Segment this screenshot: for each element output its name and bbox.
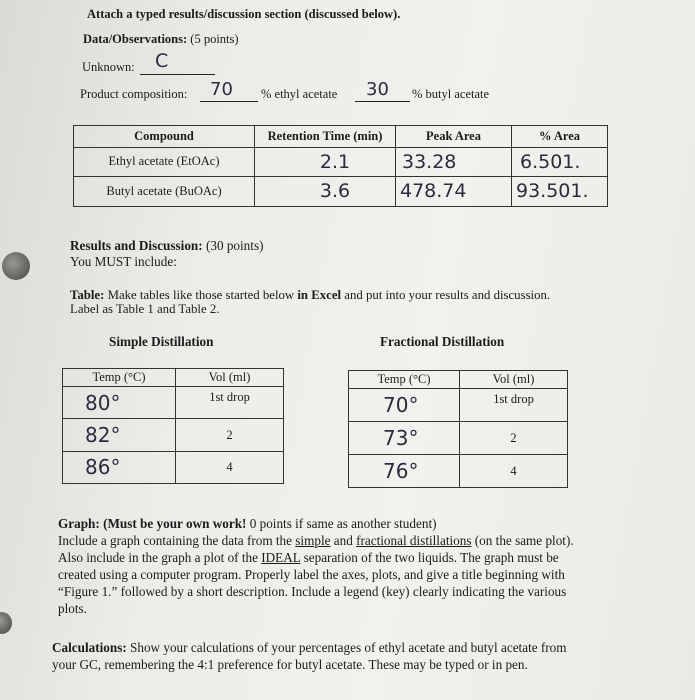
fractional-cell-vol: 2	[460, 422, 568, 455]
gc-cell-peak-area: 478.74	[396, 176, 512, 206]
butyl-label: % butyl acetate	[412, 87, 490, 101]
gc-cell-percent-area: 93.501.	[512, 176, 608, 206]
fractional-row	[349, 422, 568, 455]
simple-row	[63, 419, 284, 451]
gc-row-butyl	[74, 176, 608, 206]
ethyl-value: 70	[210, 79, 233, 100]
calculations-line-1	[52, 639, 567, 656]
product-composition-label: Product composition:	[80, 87, 188, 101]
graph-line-1b: (on the same plot).	[474, 533, 574, 548]
butyl-value: 30	[366, 79, 389, 100]
graph-bold-note: (Must be your own work!	[103, 516, 247, 531]
simple-distillation-table	[62, 368, 284, 484]
graph-heading	[58, 515, 437, 532]
graph-line-1a: Include a graph containing the data from the	[58, 533, 292, 548]
graph-line-2b: separation of the two liquids. The graph must be	[303, 550, 559, 565]
results-heading	[70, 237, 263, 254]
graph-line-3: created using a computer program. Properly label the axes, plots, and give a title beginning with	[58, 567, 565, 582]
table-label-instruction: Label as Table 1 and Table 2.	[70, 302, 220, 316]
fractional-cell-temp: 76°	[349, 455, 460, 488]
calculations-label: Calculations:	[52, 640, 127, 655]
gc-results-table	[73, 125, 608, 207]
table-text-excel: in Excel	[297, 288, 342, 302]
graph-line-5: plots.	[58, 601, 87, 616]
graph-line-2	[58, 549, 559, 566]
data-observations-points: (5 points)	[190, 32, 239, 46]
fractional-header-row	[349, 371, 568, 389]
attach-instruction: Attach a typed results/discussion section (discussed below).	[87, 7, 401, 21]
gc-header-compound: Compound	[74, 126, 255, 148]
gc-row-ethyl	[74, 148, 608, 176]
gc-cell-percent-area: 6.501.	[512, 148, 608, 176]
gc-cell-peak-area: 33.28	[396, 148, 512, 176]
graph-line-2a: Also include in the graph a plot of the	[58, 550, 258, 565]
simple-cell-temp: 82°	[63, 419, 176, 451]
graph-fractional-word: fractional distillations	[356, 533, 472, 548]
butyl-blank-line	[355, 101, 410, 102]
graph-line-1	[58, 532, 574, 549]
fractional-cell-vol: 4	[460, 455, 568, 488]
simple-cell-vol: 1st drop	[176, 387, 284, 419]
results-points: (30 points)	[205, 238, 264, 253]
ethyl-label: % ethyl acetate	[261, 87, 338, 101]
results-label: Results and Discussion:	[70, 238, 203, 253]
gc-header-peak-area: Peak Area	[396, 126, 512, 148]
fractional-cell-temp: 73°	[349, 422, 460, 455]
simple-distillation-title: Simple Distillation	[109, 334, 214, 349]
fractional-row	[349, 455, 568, 488]
simple-cell-temp: 80°	[63, 387, 176, 419]
fractional-header-vol: Vol (ml)	[460, 371, 568, 389]
gc-cell-retention: 2.1	[255, 148, 396, 176]
calculations-text-1: Show your calculations of your percentages of ethyl acetate and butyl acetate from	[130, 640, 567, 655]
gc-header-row	[74, 126, 608, 148]
simple-cell-vol: 4	[176, 451, 284, 483]
data-observations-label: Data/Observations:	[83, 32, 188, 46]
fractional-row	[349, 389, 568, 422]
gc-header-retention: Retention Time (min)	[255, 126, 396, 148]
gc-header-percent-area: % Area	[512, 126, 608, 148]
unknown-blank-line	[140, 74, 215, 75]
table-text-1: Make tables like those started below	[107, 288, 295, 302]
table-label: Table:	[70, 288, 105, 302]
binder-hole-bottom	[0, 612, 12, 634]
fractional-header-temp: Temp (°C)	[349, 371, 460, 389]
binder-hole-top	[2, 252, 30, 280]
gc-cell-compound: Butyl acetate (BuOAc)	[74, 176, 255, 206]
gc-cell-compound: Ethyl acetate (EtOAc)	[74, 148, 255, 176]
graph-label: Graph:	[58, 516, 100, 531]
simple-header-vol: Vol (ml)	[176, 369, 284, 387]
ethyl-blank-line	[200, 101, 258, 102]
fractional-distillation-table	[348, 370, 568, 488]
graph-simple-word: simple	[295, 533, 331, 548]
graph-line-4: “Figure 1.” followed by a short description. Include a legend (key) clearly indicating the various	[58, 584, 567, 599]
simple-cell-vol: 2	[176, 419, 284, 451]
unknown-label: Unknown:	[82, 60, 135, 74]
simple-cell-temp: 86°	[63, 451, 176, 483]
simple-row	[63, 387, 284, 419]
graph-note: 0 points if same as another student)	[249, 516, 437, 531]
fractional-cell-vol: 1st drop	[460, 389, 568, 422]
graph-ideal-word: IDEAL	[261, 550, 301, 565]
data-observations-heading	[83, 32, 239, 47]
fractional-distillation-title: Fractional Distillation	[380, 334, 505, 349]
graph-and-word: and	[333, 533, 353, 548]
table-text-2: and put into your results and discussion.	[344, 288, 551, 302]
simple-header-row	[63, 369, 284, 387]
simple-row	[63, 451, 284, 483]
calculations-line-2: your GC, remembering the 4:1 preference for butyl acetate. These may be typed or in pen.	[52, 657, 528, 672]
results-must: You MUST include:	[70, 254, 177, 269]
simple-header-temp: Temp (°C)	[63, 369, 176, 387]
fractional-cell-temp: 70°	[349, 389, 460, 422]
gc-cell-retention: 3.6	[255, 176, 396, 206]
unknown-value: C	[155, 50, 169, 72]
